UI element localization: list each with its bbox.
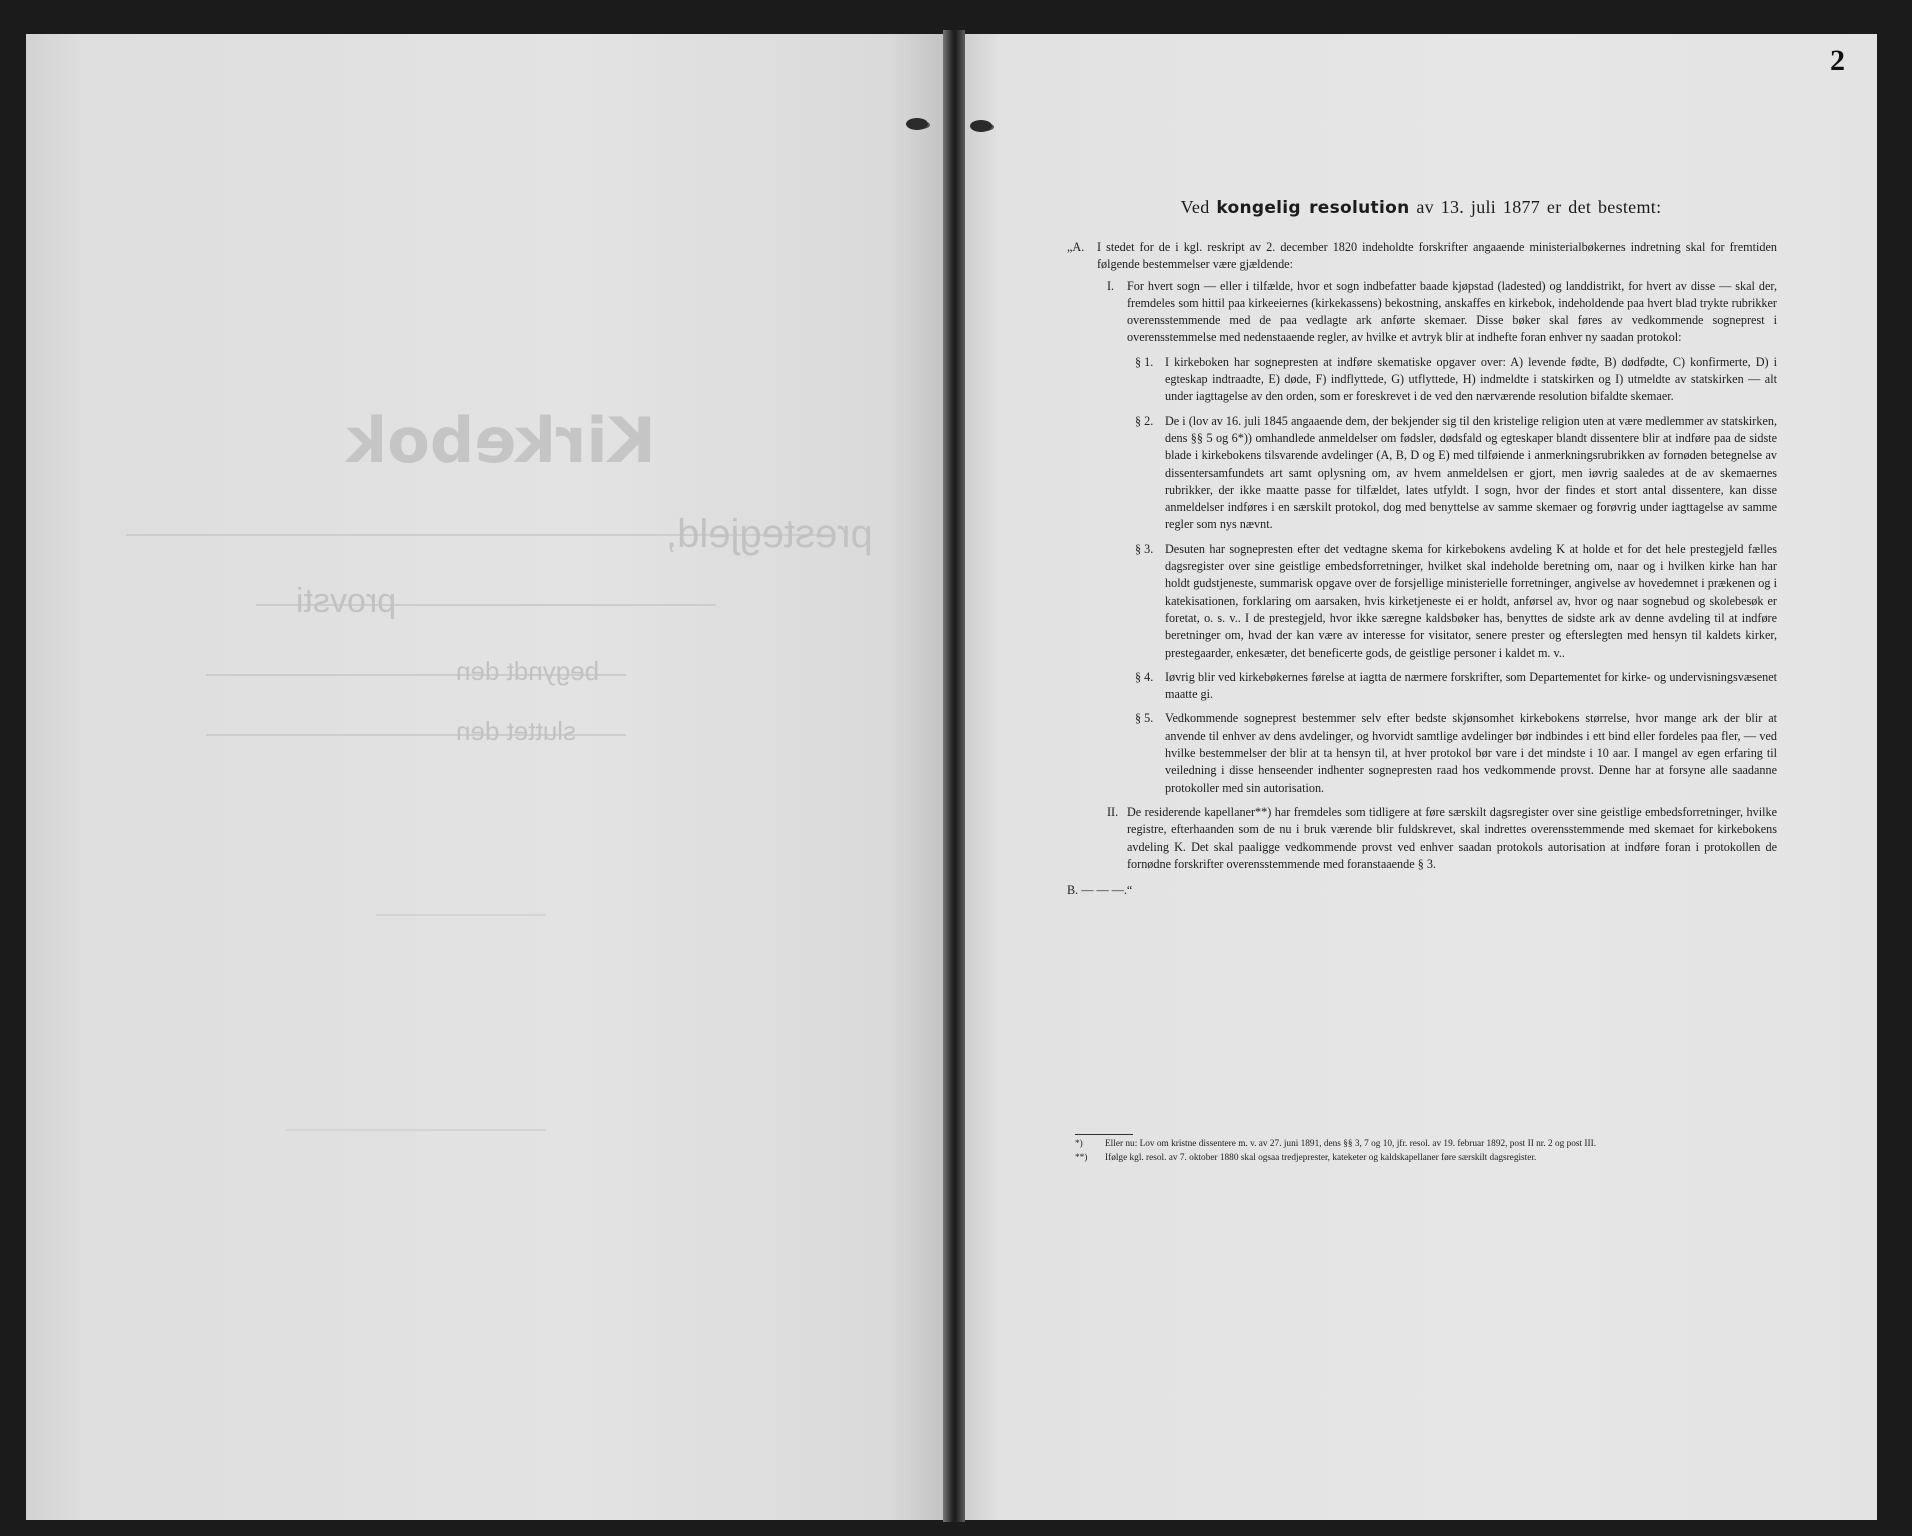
bleed-through-word: sluttet den [456,716,576,746]
left-page [26,34,943,1520]
paragraph-3 [1067,541,1777,662]
paragraph-text: Vedkommende sogneprest bestemmer selv efter bedste skjønsomhet kirkebokens størrelse, hvor mange ark der blir at anvende til enhver av dens avdelinger, og hvorvidt samtlige avdelinger bør indbindes i ett bind eller fordeles paa fler, — ved hvilke bestemmelser der blir at ta hensyn til, at hver protokol bør vare i det mindste i 10 aar. I mangel av egen erfaring til veiledning i disse henseender indhenter sognepresten raad hos vedkommende provst. Denne har at forsyne alle saadanne protokoller med sin autorisation. [1165,711,1777,795]
document-title [965,197,1877,218]
footnote-mark: *) [1075,1139,1083,1149]
title-bold: kongelig resolution [1216,198,1410,218]
section-text: I stedet for de i kgl. reskript av 2. december 1820 indeholdte forskrifter angaaende ministerialbøkernes indretning skal for fremtiden følgende bestemmelser være gjældende: [1097,240,1777,272]
paragraph-mark: § 1. [1135,354,1154,369]
title-pre: Ved [1180,197,1210,217]
section-mark: II. [1107,804,1119,819]
paragraph-5 [1067,710,1777,796]
paragraph-mark: § 3. [1135,541,1154,556]
paragraph-mark: § 4. [1135,669,1154,684]
footnote-text: Ifølge kgl. resol. av 7. oktober 1880 skal ogsaa tredjeprester, kateketer og kaldskapellaner føre særskilt dagsregister. [1105,1153,1537,1163]
title-post: av 13. juli 1877 er det bestemt: [1416,197,1662,217]
page-number: 2 [1830,44,1845,77]
paragraph-text: Desuten har sognepresten efter det vedtagne skema for kirkebokens avdeling K at holde et for det hele prestegjeld fælles dagsregister over sine geistlige embedsforretninger, hvilket skal indeholde beretning om, naar og i hvilken kirke han har holdt gudstjeneste, summarisk opgave over de forsjellige ministerielle forretninger, angivelse av hovedemnet i prækenen og i katekisationen, forklaring om aarsaken, hvis kirketjeneste ei er holdt, anførsel av, hvor og naar sognebud og skolebesøk er foretat, o. s. v.. I de prestegjeld, hvor ikke særegne kaldsbøker has, benyttes de sidste ark av denne avdeling til at indføre beretninger om, hvad der kan være av interesse for visitator, senere prester og efterslegten med hensyn til kaldets kirker, prestegaarder, enkesæter, det beneficerte gods, de geistlige personer i kaldet m. v.. [1165,541,1777,660]
paragraph-text: De i (lov av 16. juli 1845 angaaende dem, der bekjender sig til den kristelige religion uten at være medlemmer av statskirken, dens §§ 5 og 6*)) omhandlede anmeldelser om fødsler, dødsfald og egteskaper blandt dissentere blir at indføre paa de sidste blade i kirkebokens tilsvarende avdelinger (A, B, D og E) med tilføiende i anmerkningsrubrikken av fornøden betegnelse av dissentersamfundets art samt oplysning om, av hvem anmeldelsen er gjort, men iøvrig saaledes at de av skemaernes rubrikker, der ikke maatte passe for tilfældet, lates utfyldt. I sogn, hvor der findes et stort antal dissentere, kan disse anmeldelser indføres i en særskilt protokol, dog med benyttelse av samme skemaer og forøvrig under iagttagelse av samme regler som nys nævnt. [1165,413,1777,532]
right-page [965,34,1877,1520]
bleed-through-word: prestegjeld, [666,512,873,556]
footnote-rule [1075,1134,1133,1135]
section-mark: „A. [1067,240,1085,254]
footnote-1 [1075,1138,1775,1150]
bleed-through-title: Kirkebok [346,404,656,477]
bleed-through-word: provsti [296,582,397,620]
section-mark: I. [1107,278,1115,293]
book-gutter [943,30,965,1522]
paragraph-mark: § 2. [1135,413,1154,428]
footnote-mark: **) [1075,1153,1088,1163]
footnotes [1075,1134,1775,1164]
paragraph-text: I kirkeboken har sognepresten at indføre skematiske opgaver over: A) levende fødte, B) dødfødte, C) konfirmerte, D) i egteskap indtraadte, E) døde, F) indflyttede, G) utflyttede, H) indmeldte i statskirken og I) utmeldte av statskirken — alt under iagttagelse av den orden, som er foreskrevet i de ved den nærværende resolution bifaldte skemaer. [1165,354,1777,404]
footnote-text: Eller nu: Lov om kristne dissentere m. v. av 27. juni 1891, dens §§ 3, 7 og 10, jfr. resol. av 19. februar 1892, post II nr. 2 og post III. [1105,1139,1597,1149]
section-a [1067,239,1777,274]
bleed-through-word: begyndt den [456,656,600,686]
bleed-through-rule [376,914,546,916]
footnote-2 [1075,1152,1775,1164]
paragraph-text: Iøvrig blir ved kirkebøkernes førelse at iagtta de nærmere forskrifter, som Departementet for kirke- og undervisningsvæsenet maatte gi. [1165,669,1777,702]
paragraph-4 [1067,669,1777,704]
binding-hole [906,118,928,130]
section-text: De residerende kapellaner**) har fremdeles som tidligere at føre særskilt dagsregister over sine geistlige embedsforretninger, hvilke registre, efterhaanden som de nu i bruk værende blir fuldskrevet, skal indrettes overensstemmende med skemaet for kirkebokens avdeling K. Det skal paaligge vedkommende provst ved enhver saadan protokols autorisation at indføre foran i protokollen de fornødne forskrifter overensstemmende med foranstaaende § 3. [1127,804,1777,871]
section-ii [1067,804,1777,873]
bleed-through-rule [286,1129,546,1131]
binding-hole [970,120,992,132]
section-text: For hvert sogn — eller i tilfælde, hvor et sogn indbefatter baade kjøpstad (ladested) og landdistrikt, for hvert av disse — skal der, fremdeles som hittil paa kirkeeiernes (kirkekassens) bekostning, anskaffes en kirkebok, indeholdende paa hvert blad trykte rubrikker overensstemmende med de paa vedlagte ark anførte skemaer. Disse bøker skal føres av vedkommende sogneprest i overensstemmelse med nedenstaaende regler, av hvilke et avtryk blir at indhefte foran enhver ny saadan protokol: [1127,278,1777,345]
paragraph-mark: § 5. [1135,711,1154,726]
section-b: B. — — —.“ [1067,883,1133,898]
paragraph-1 [1067,354,1777,406]
resolution-body [1067,239,1777,899]
section-i [1067,278,1777,347]
paragraph-2 [1067,413,1777,534]
